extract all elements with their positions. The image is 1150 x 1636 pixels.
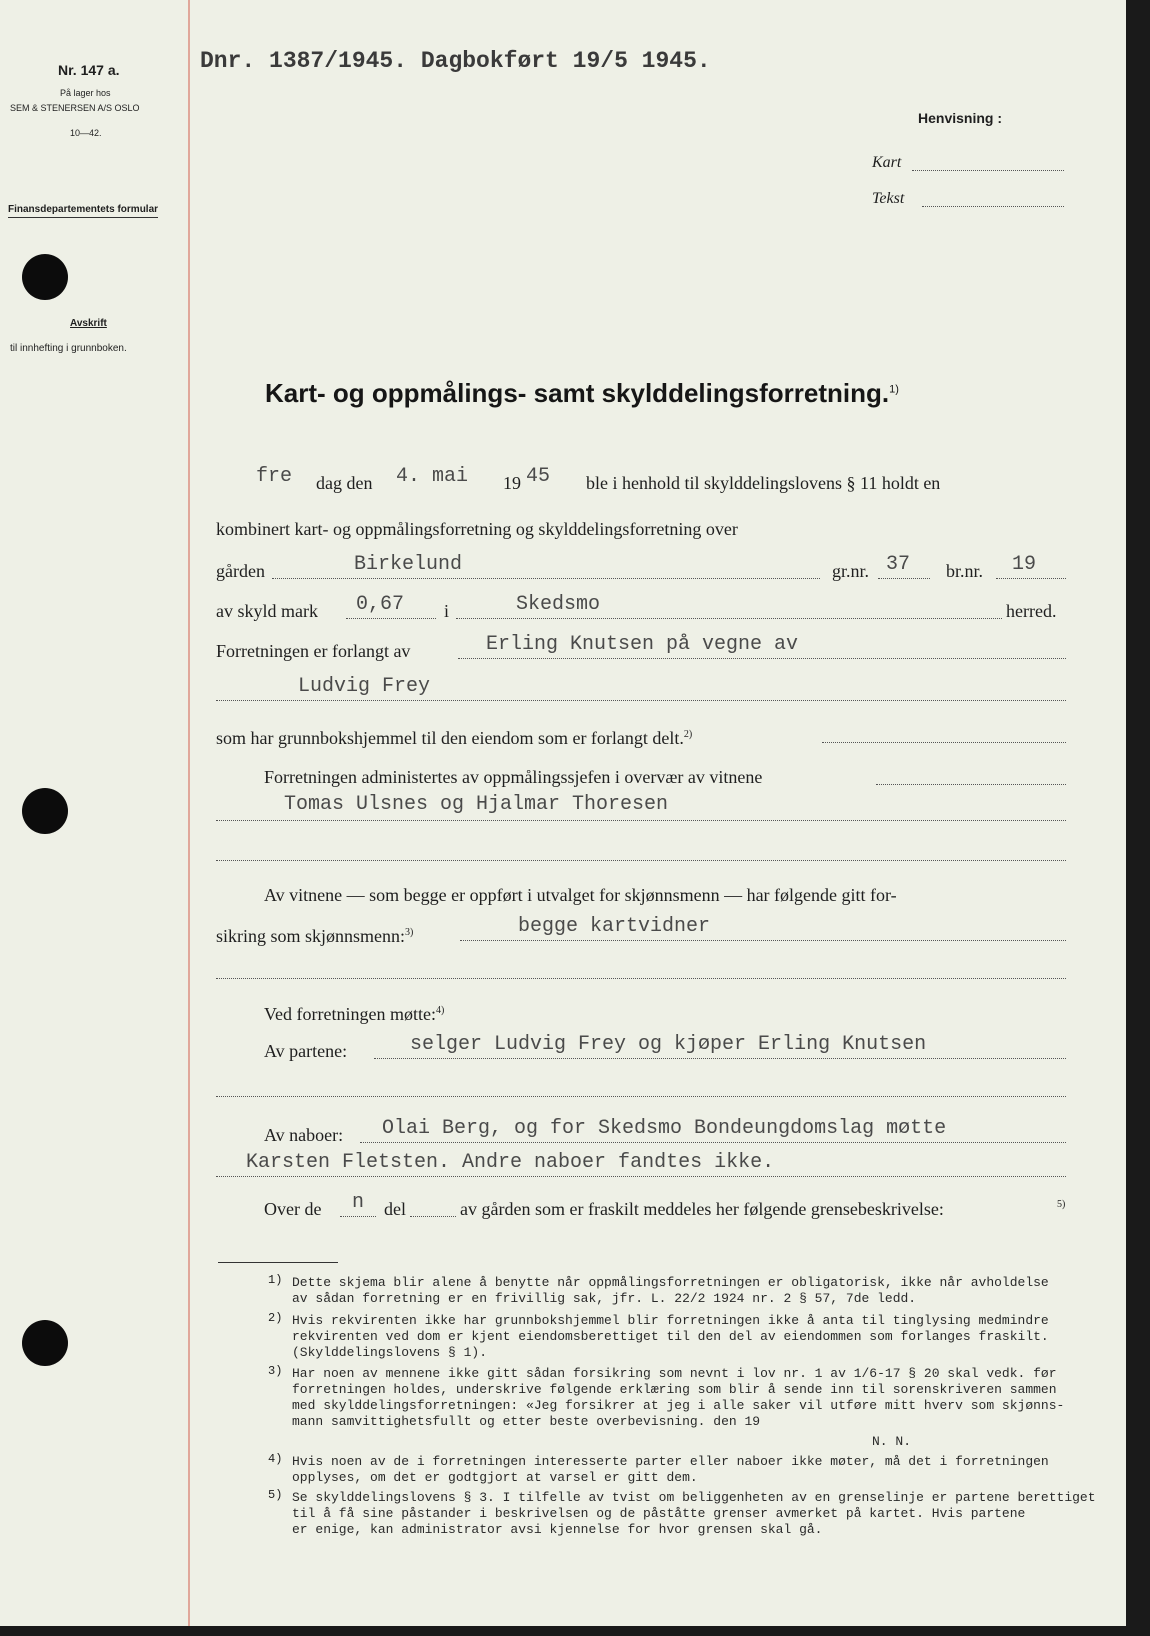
dag-den-label: dag den (316, 473, 373, 493)
neighbours-dotted-line (360, 1142, 1066, 1143)
journal-stamp: Dnr. 1387/1945. Dagbokført 19/5 1945. (200, 48, 711, 74)
footnote-line: med skylddelingsforretningen: «Jeg forsikrer at jeg i alle saker vil utføre mitt hverv som skjønns- (292, 1398, 1065, 1413)
text-label: Tekst (872, 190, 905, 207)
text-dotted-line (922, 206, 1064, 207)
title-footnote-mark: 1) (889, 383, 899, 396)
printer-line-2: SEM & STENERSEN A/S OSLO (10, 103, 140, 113)
witness-line-2: sikring som skjønnsmenn: (216, 926, 406, 946)
document-title (265, 378, 899, 409)
punch-hole (22, 1320, 68, 1366)
weekday-value: fre (256, 465, 293, 488)
footnote-line: av sådan forretning er en frivillig sak, jfr. L. 22/2 1924 nr. 2 § 57, 7de ledd. (292, 1291, 917, 1306)
map-dotted-line (912, 170, 1064, 171)
form-line-boundary (264, 1191, 1114, 1220)
requested-by-value-2: Ludvig Frey (298, 675, 431, 698)
title-holder-mark: 2) (683, 729, 693, 740)
i-label: i (444, 601, 450, 621)
form-line-witness-2 (216, 915, 1066, 947)
footnote-4 (292, 1454, 1049, 1486)
neighbours-label: Av naboer: (264, 1125, 344, 1145)
footnote-5 (292, 1490, 1096, 1538)
footnote-5-mark: 5) (268, 1488, 283, 1502)
reference-label: Henvisning : (918, 110, 1003, 126)
footnote-3 (292, 1366, 1064, 1430)
witnesses-value: Tomas Ulsnes og Hjalmar Thoresen (284, 793, 669, 816)
neighbours-value-2: Karsten Fletsten. Andre naboer fandtes ikke. (246, 1151, 775, 1174)
line1-text: ble i henhold til skylddelingslovens § 11 holdt en (586, 473, 941, 493)
requested-by-value: Erling Knutsen på vegne av (486, 633, 799, 656)
farm-name-value: Birkelund (354, 553, 463, 576)
witness-mark: 3) (405, 927, 414, 938)
form-line-2: kombinert kart- og oppmålingsforretning og skylddelingsforretning over (216, 519, 738, 539)
blank-dotted-line (216, 860, 1066, 861)
over-de-label: Over de (264, 1199, 322, 1219)
footnote-2 (292, 1313, 1049, 1361)
copy-note: til innhefting i grunnboken. (10, 343, 127, 354)
form-line-administered: Forretningen administertes av oppmålingssjefen i overvær av vitnene (264, 767, 763, 787)
footnote-rule (218, 1262, 338, 1263)
footnote-line: rekvirenten ved dom er kjent eiendomsberettiget til den del av eiendommen som forlanges fraskilt. (292, 1329, 1049, 1344)
title-holder-dotted-line (822, 742, 1066, 743)
punch-hole (22, 254, 68, 300)
municipality-value: Skedsmo (516, 593, 601, 616)
farm-dotted-line (272, 578, 820, 579)
brnr-dotted-line (996, 578, 1066, 579)
attended-mark: 4) (435, 1005, 445, 1016)
requested-dotted-line (458, 658, 1066, 659)
skyld-label: av skyld mark (216, 601, 318, 621)
del-dotted-line (410, 1216, 456, 1217)
map-label: Kart (872, 154, 902, 171)
neighbours-value: Olai Berg, og for Skedsmo Bondeungdomslag møtte (382, 1117, 947, 1140)
footnote-line: (Skylddelingslovens § 1). (292, 1345, 488, 1360)
del-label: del (384, 1199, 406, 1219)
footnote-line: Hvis noen av de i forretningen interesserte parter eller naboer ikke møter, må det i forretningen (292, 1454, 1049, 1469)
footnote-line: Har noen av mennene ikke gitt sådan forsikring som nevnt i lov nr. 1 av 1/6-17 § 20 skal vedk. før (292, 1366, 1057, 1381)
footnote-line: Dette skjema blir alene å benytte når oppmålingsforretningen er obligatorisk, ikke når avholdelse (292, 1275, 1049, 1290)
administered-dotted-line (876, 784, 1066, 785)
footnote-line: til å få sine påstander i beskrivelsen og de påståtte grenser avmerket på kartet. Hvis partene (292, 1506, 1026, 1521)
grnr-dotted-line (878, 578, 930, 579)
footnote-1-mark: 1) (268, 1273, 283, 1287)
brnr-label: br.nr. (946, 561, 984, 581)
copy-label: Avskrift (70, 318, 107, 329)
farm-label: gården (216, 561, 265, 581)
signature-placeholder: N. N. (872, 1434, 912, 1449)
footnote-3-mark: 3) (268, 1364, 283, 1378)
footnote-2-mark: 2) (268, 1311, 283, 1325)
form-label: Finansdepartementets formular (8, 204, 158, 218)
form-number: Nr. 147 a. (58, 62, 120, 78)
form-line-attended (264, 1000, 1114, 1025)
year-value: 45 (526, 465, 551, 488)
municipality-dotted-line (456, 618, 1002, 619)
neighbours-dotted-line-2 (216, 1176, 1066, 1177)
requested-label: Forretningen er forlangt av (216, 641, 411, 661)
footnote-line: forretningen holdes, underskrive følgende erklæring som blir å sende inn til sorenskriveren sammen (292, 1382, 1057, 1397)
blank-dotted-line-2 (216, 978, 1066, 979)
footnote-line: er enige, kan administrator avsi kjennelse for hvor grensen skal gå. (292, 1522, 823, 1537)
parties-label: Av partene: (264, 1041, 348, 1061)
boundary-mark: 5) (1057, 1199, 1066, 1210)
punch-hole (22, 788, 68, 834)
herred-label: herred. (1006, 601, 1057, 621)
grnr-label: gr.nr. (832, 561, 870, 581)
parties-dotted-line (374, 1058, 1066, 1059)
witness-answer: begge kartvidner (518, 915, 711, 938)
margin-line (188, 0, 190, 1626)
year-prefix: 19 (503, 473, 521, 493)
blank-dotted-line-3 (216, 1096, 1066, 1097)
requested-dotted-line-2 (216, 700, 1066, 701)
footnote-line: Se skylddelingslovens § 3. I tilfelle av tvist om beliggenheten av en grenselinje er partene berettiget (292, 1490, 1096, 1505)
part-value: n (352, 1191, 365, 1214)
boundary-text: av gården som er fraskilt meddeles her følgende grensebeskrivelse: (460, 1199, 944, 1219)
witness-answer-dotted-line (460, 940, 1066, 941)
skyld-dotted-line (346, 618, 436, 619)
date-value: 4. mai (396, 465, 469, 488)
skyld-value: 0,67 (356, 593, 405, 616)
title-holder-text: som har grunnbokshjemmel til den eiendom som er forlangt delt. (216, 728, 684, 748)
parties-value: selger Ludvig Frey og kjøper Erling Knutsen (410, 1033, 927, 1056)
footnote-4-mark: 4) (268, 1452, 283, 1466)
footnote-line: Hvis rekvirenten ikke har grunnbokshjemmel blir forretningen ikke å anta til tinglysing medmindre (292, 1313, 1049, 1328)
printer-line-1: På lager hos (60, 88, 111, 98)
form-line-witness-1: Av vitnene — som begge er oppført i utvalget for skjønnsmenn — har følgende gitt for- (264, 885, 897, 905)
footnote-line: mann samvittighetsfullt og etter beste overbevisning. den 19 (292, 1414, 761, 1429)
attended-label: Ved forretningen møtte: (264, 1004, 436, 1024)
witnesses-dotted-line (216, 820, 1066, 821)
title-text: Kart- og oppmålings- samt skylddelingsforretning. (265, 378, 890, 408)
footnote-1 (292, 1275, 1049, 1307)
part-dotted-line (340, 1216, 376, 1217)
printer-line-3: 10—42. (70, 128, 102, 138)
footnote-line: opplyses, om det er godtgjort at varsel er gitt dem. (292, 1470, 698, 1485)
form-line-title-holder (216, 724, 1066, 749)
grnr-value: 37 (886, 553, 911, 576)
brnr-value: 19 (1012, 553, 1037, 576)
